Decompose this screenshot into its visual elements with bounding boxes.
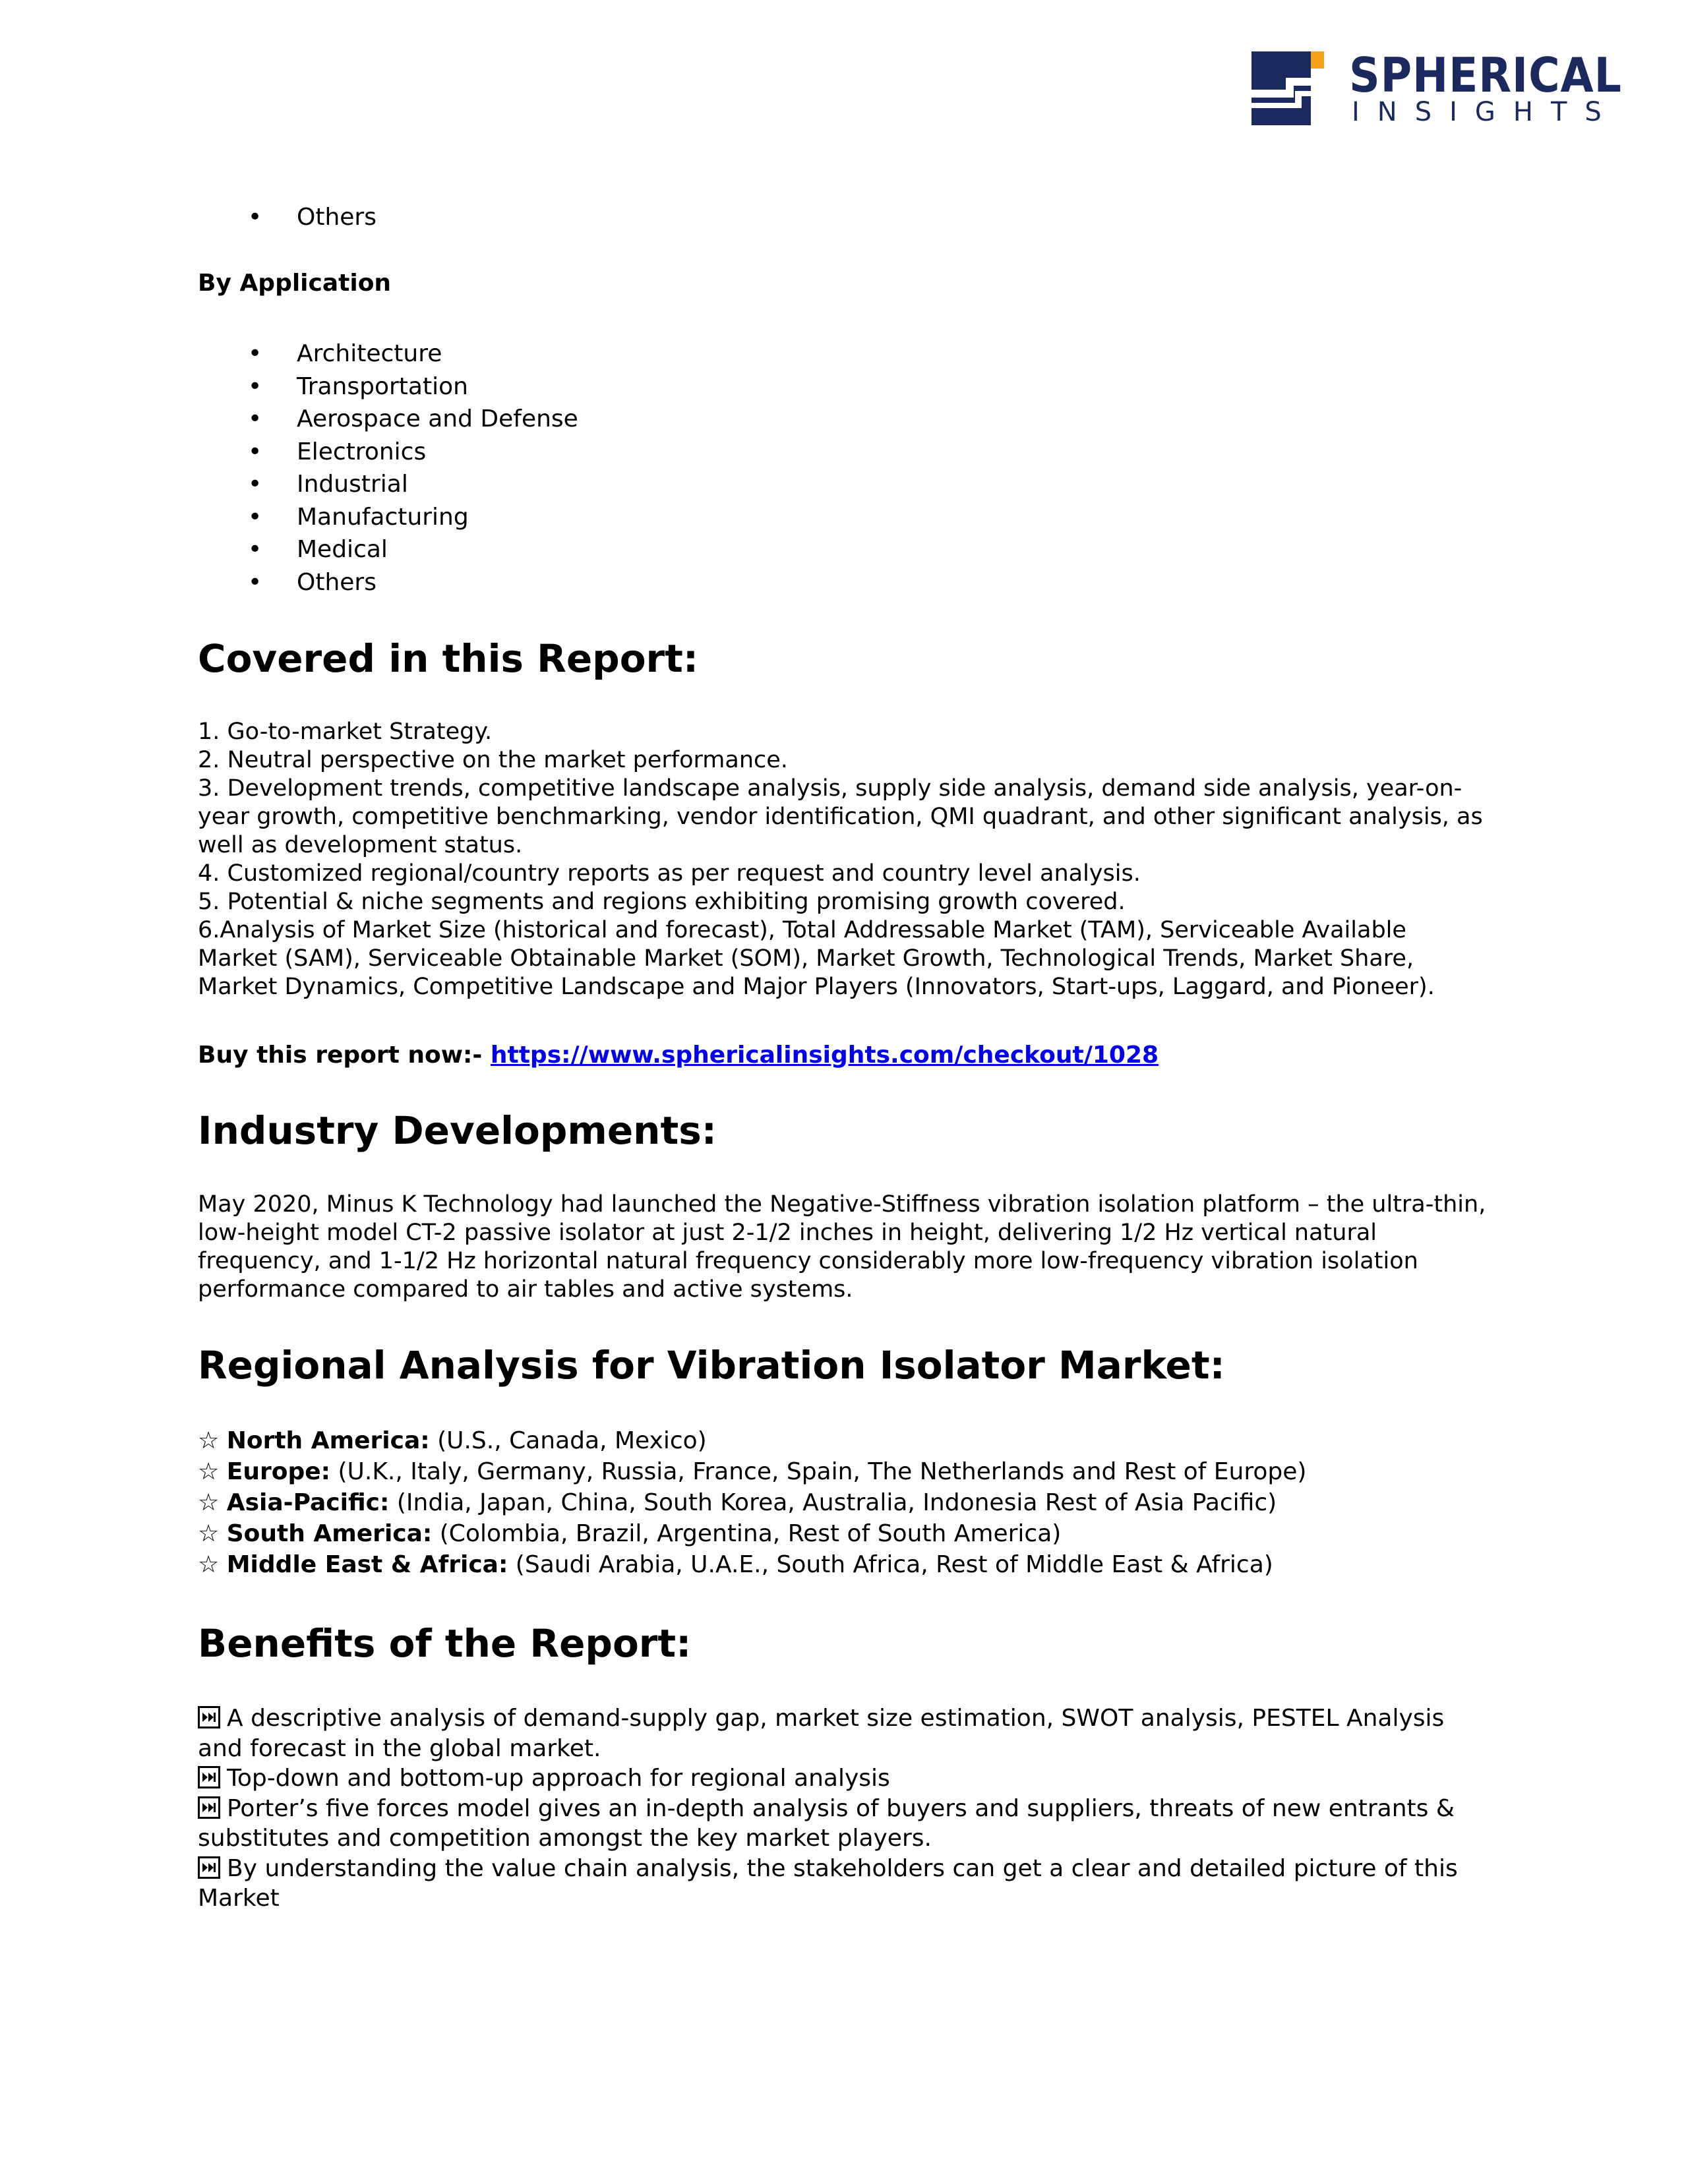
brand-logo — [1251, 47, 1622, 127]
fast-forward-box-icon — [198, 1766, 220, 1788]
region-countries: (U.K., Italy, Germany, Russia, France, Spain, The Netherlands and Rest of Europe) — [330, 1458, 1307, 1485]
list-item: • Medical — [198, 533, 578, 566]
fast-forward-box-icon — [198, 1796, 220, 1819]
covered-item: 6.Analysis of Market Size (historical and forecast), Total Addressable Market (TAM), Serviceable Available Market (SAM), Serviceable Obtainable Market (SOM), Market Growth, Technological Trends, Market Share, Market Dynamics, Competitive Landscape and Major Players (Innovators, Start-ups, Laggard, and Pioneer). — [198, 917, 1435, 1000]
list-item: • Manufacturing — [198, 501, 578, 534]
region-countries: (U.S., Canada, Mexico) — [429, 1427, 707, 1454]
covered-heading: Covered in this Report: — [198, 636, 699, 681]
industry-heading: Industry Developments: — [198, 1108, 717, 1153]
region-row — [198, 1518, 1306, 1549]
region-name: Europe: — [226, 1458, 331, 1485]
region-name: Middle East & Africa: — [226, 1551, 508, 1578]
region-row — [198, 1487, 1306, 1518]
covered-item: 5. Potential & niche segments and regions exhibiting promising growth covered. — [198, 889, 1126, 915]
list-item: • Others — [198, 201, 377, 234]
regional-heading: Regional Analysis for Vibration Isolator Market: — [198, 1343, 1225, 1388]
list-item: • Industrial — [198, 468, 578, 501]
covered-item: 1. Go-to-market Strategy. — [198, 719, 493, 745]
benefits-list — [198, 1703, 1490, 1914]
star-icon: ☆ — [198, 1551, 220, 1578]
region-name: Asia-Pacific: — [226, 1489, 390, 1516]
star-icon: ☆ — [198, 1458, 220, 1485]
spherical-insights-logo-icon — [1251, 51, 1324, 125]
benefit-item: Top-down and bottom-up approach for regional analysis — [198, 1763, 1490, 1794]
list-item: • Transportation — [198, 370, 578, 403]
regional-list — [198, 1425, 1306, 1580]
list-item: • Aerospace and Defense — [198, 403, 578, 436]
application-list — [198, 338, 578, 599]
region-countries: (India, Japan, China, South Korea, Australia, Indonesia Rest of Asia Pacific) — [389, 1489, 1277, 1516]
region-name: North America: — [226, 1427, 430, 1454]
industry-paragraph: May 2020, Minus K Technology had launched the Negative-Stiffness vibration isolation platform – the ultra-thin, low-height model CT-2 passive isolator at just 2-1/2 inches in height, delivering 1/2 Hz vertical natural frequency, and 1-1/2 Hz horizontal natural frequency considerably more low-frequency vibration isolation performance compared to air tables and active systems. — [198, 1191, 1486, 1303]
logo-wordmark-line2: INSIGHTS — [1352, 97, 1619, 127]
list-item: • Architecture — [198, 338, 578, 370]
buy-label: Buy this report now:- — [198, 1042, 491, 1069]
list-item: • Others — [198, 566, 578, 599]
buy-line — [198, 1039, 1159, 1072]
star-icon: ☆ — [198, 1427, 220, 1454]
covered-item: 4. Customized regional/country reports as per request and country level analysis. — [198, 860, 1141, 887]
fast-forward-box-icon — [198, 1706, 220, 1728]
benefit-item: By understanding the value chain analysis, the stakeholders can get a clear and detailed picture of this Market — [198, 1854, 1458, 1912]
covered-item: 3. Development trends, competitive landscape analysis, supply side analysis, demand side analysis, year-on-year growth, competitive benchmarking, vendor identification, QMI quadrant, and other significant analysis, as well as development status. — [198, 775, 1483, 858]
region-countries: (Colombia, Brazil, Argentina, Rest of South America) — [432, 1520, 1062, 1547]
region-name: South America: — [226, 1520, 433, 1547]
benefit-item: Porter’s five forces model gives an in-depth analysis of buyers and suppliers, threats of new entrants & substitutes and competition amongst the key market players. — [198, 1794, 1455, 1852]
covered-item: 2. Neutral perspective on the market performance. — [198, 747, 788, 773]
list-item: • Electronics — [198, 436, 578, 469]
logo-wordmark-line1: SPHERICAL — [1349, 47, 1622, 103]
covered-list — [198, 718, 1490, 1001]
region-row — [198, 1456, 1306, 1487]
by-application-heading: By Application — [198, 270, 392, 297]
region-row — [198, 1425, 1306, 1456]
checkout-link[interactable]: https://www.sphericalinsights.com/checkout/1028 — [490, 1042, 1159, 1069]
benefit-item: A descriptive analysis of demand-supply gap, market size estimation, SWOT analysis, PESTEL Analysis and forecast in the global market. — [198, 1705, 1445, 1762]
region-row — [198, 1549, 1306, 1580]
industry-text — [198, 1191, 1490, 1304]
star-icon: ☆ — [198, 1520, 220, 1547]
fast-forward-box-icon — [198, 1856, 220, 1879]
region-countries: (Saudi Arabia, U.A.E., South Africa, Rest of Middle East & Africa) — [508, 1551, 1273, 1578]
segment-list — [198, 201, 377, 234]
benefits-heading: Benefits of the Report: — [198, 1621, 692, 1666]
star-icon: ☆ — [198, 1489, 220, 1516]
